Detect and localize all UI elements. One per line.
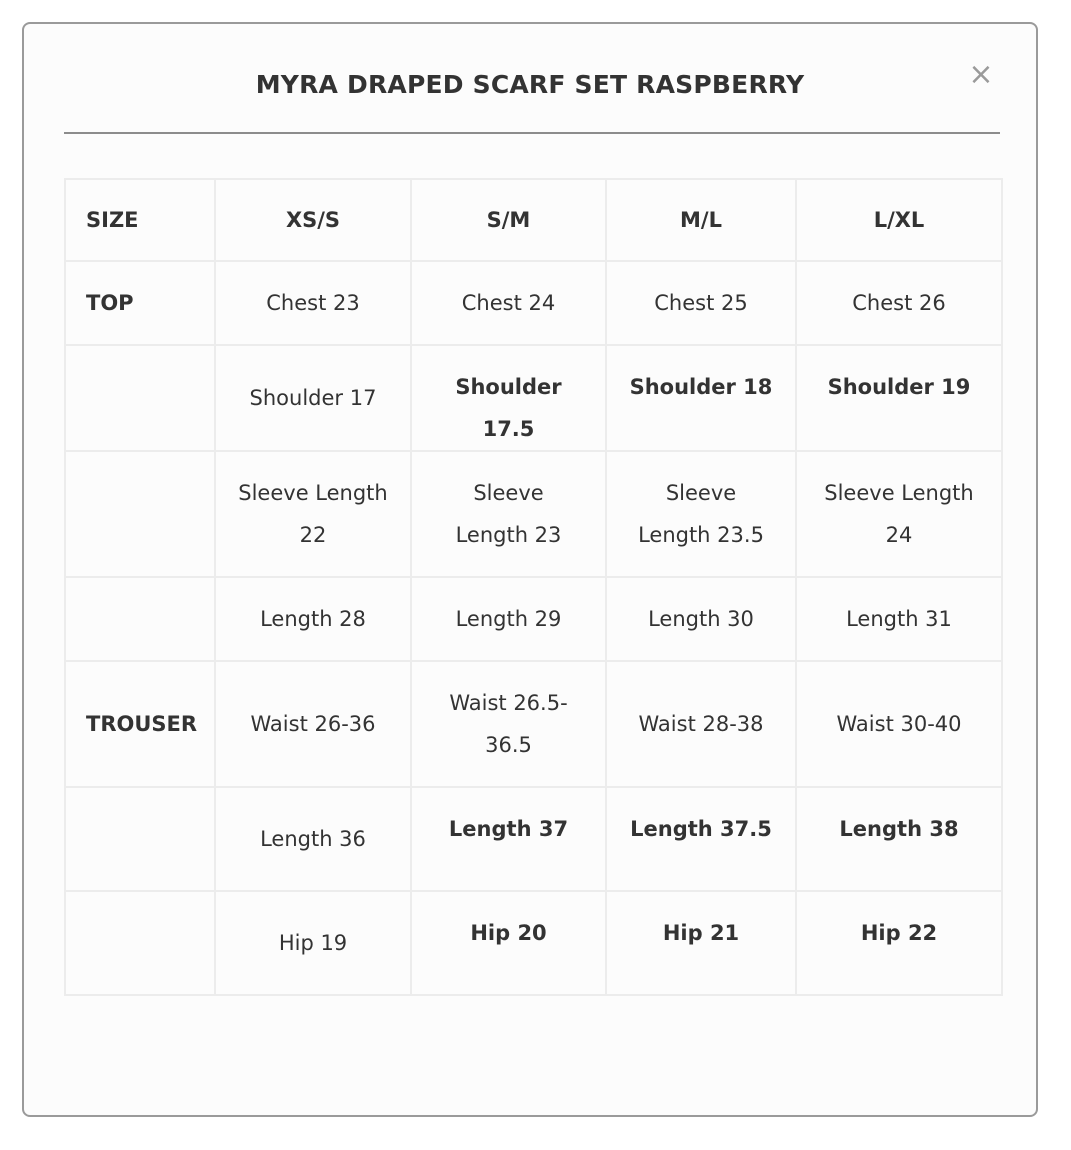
- table-row: [65, 787, 1002, 891]
- close-icon[interactable]: ×: [968, 57, 994, 92]
- table-cell: Hip 21: [606, 891, 796, 995]
- table-cell: Length 37: [411, 787, 606, 891]
- table-cell: Waist 26-36: [215, 661, 411, 787]
- row-label-top: TOP: [65, 261, 215, 345]
- header-m-l: M/L: [606, 179, 796, 261]
- table-cell: Waist 30-40: [796, 661, 1002, 787]
- table-row: [65, 261, 1002, 345]
- table-cell: Hip 20: [411, 891, 606, 995]
- table-cell: Chest 26: [796, 261, 1002, 345]
- table-cell: Length 31: [796, 577, 1002, 661]
- header-xs-s: XS/S: [215, 179, 411, 261]
- table-cell: Chest 25: [606, 261, 796, 345]
- header-s-m: S/M: [411, 179, 606, 261]
- table-cell: Chest 23: [215, 261, 411, 345]
- table-cell: Chest 24: [411, 261, 606, 345]
- table-row: [65, 451, 1002, 577]
- table-cell: Sleeve Length 23.5: [606, 451, 796, 577]
- row-label-trouser: TROUSER: [65, 661, 215, 787]
- table-cell: Hip 22: [796, 891, 1002, 995]
- table-row: [65, 661, 1002, 787]
- table-cell: Sleeve Length 23: [411, 451, 606, 577]
- table-cell: Shoulder 18: [606, 345, 796, 451]
- table-row: [65, 577, 1002, 661]
- table-cell: Shoulder 19: [796, 345, 1002, 451]
- table-cell: Length 38: [796, 787, 1002, 891]
- row-label: [65, 451, 215, 577]
- table-cell: Shoulder 17: [215, 345, 411, 451]
- table-cell: Length 37.5: [606, 787, 796, 891]
- size-chart-table: [64, 178, 1003, 996]
- table-cell: Sleeve Length 22: [215, 451, 411, 577]
- row-label: [65, 891, 215, 995]
- size-chart-modal: [22, 22, 1038, 1117]
- table-cell: Length 28: [215, 577, 411, 661]
- table-header-row: [65, 179, 1002, 261]
- table-cell: Shoulder 17.5: [411, 345, 606, 451]
- modal-title: MYRA DRAPED SCARF SET RASPBERRY: [255, 70, 805, 99]
- table-row: [65, 891, 1002, 995]
- header-size: SIZE: [65, 179, 215, 261]
- table-cell: Length 36: [215, 787, 411, 891]
- row-label: [65, 345, 215, 451]
- table-cell: Length 29: [411, 577, 606, 661]
- table-cell: Length 30: [606, 577, 796, 661]
- table-cell: Waist 26.5-36.5: [411, 661, 606, 787]
- table-cell: Waist 28-38: [606, 661, 796, 787]
- table-cell: Hip 19: [215, 891, 411, 995]
- header-l-xl: L/XL: [796, 179, 1002, 261]
- row-label: [65, 577, 215, 661]
- title-divider: [64, 132, 1000, 134]
- row-label: [65, 787, 215, 891]
- table-row: [65, 345, 1002, 451]
- table-cell: Sleeve Length 24: [796, 451, 1002, 577]
